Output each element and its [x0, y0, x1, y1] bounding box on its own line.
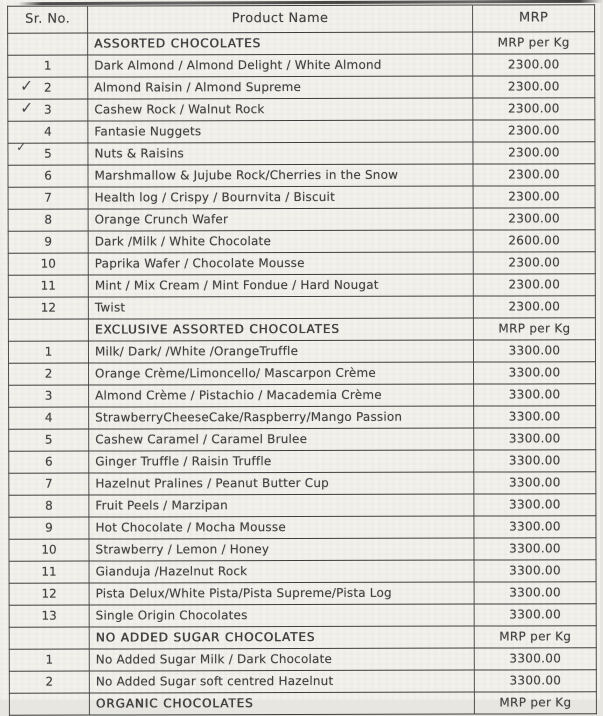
section-title: EXCLUSIVE ASSORTED CHOCOLATES [88, 318, 473, 341]
mrp-cell: 3300.00 [474, 450, 596, 472]
product-name-cell: Fantasie Nuggets [88, 120, 473, 143]
product-name-cell: Cashew Rock / Walnut Rock [88, 98, 473, 121]
product-name-cell: Almond Raisin / Almond Supreme [88, 76, 473, 99]
table-row [9, 384, 596, 408]
section-header-row [8, 32, 595, 56]
mrp-cell: 3300.00 [474, 604, 596, 626]
product-name-cell: Gianduja /Hazelnut Rock [89, 560, 474, 583]
table-row [8, 120, 595, 144]
section-sr-cell [8, 319, 88, 341]
product-name-cell: Orange Crunch Wafer [88, 208, 473, 231]
table-row [8, 98, 595, 122]
mrp-cell: 3300.00 [473, 340, 595, 362]
product-name-cell: Health log / Crispy / Bournvita / Biscuit [88, 186, 473, 209]
mrp-cell: 3300.00 [474, 648, 596, 670]
sr-no-cell: 8 [9, 495, 89, 517]
checkmark-icon: ✓ [20, 97, 34, 118]
sr-no-cell: 9 [9, 517, 89, 539]
mrp-cell: 3300.00 [474, 494, 596, 516]
mrp-cell: 2300.00 [473, 54, 595, 76]
section-unit-label: MRP per Kg [473, 318, 595, 340]
mrp-cell: 3300.00 [474, 670, 596, 692]
mrp-cell: 3300.00 [474, 538, 596, 560]
sr-no-cell: 12 [9, 583, 89, 605]
sr-no-cell: 4 [9, 407, 89, 429]
table-row [8, 76, 595, 100]
sr-no-cell: 1 [9, 649, 89, 671]
checkmark-icon: ✓ [20, 75, 34, 96]
mrp-cell: 2300.00 [473, 98, 595, 120]
section-header-row [8, 318, 595, 342]
sr-no-cell: 2 [9, 671, 89, 693]
product-name-cell: Cashew Caramel / Caramel Brulee [89, 428, 474, 451]
mrp-cell: 2300.00 [473, 252, 595, 274]
product-name-cell: Orange Crème/Limoncello/ Mascarpon Crème [89, 362, 474, 385]
table-row [8, 164, 595, 188]
table-row [9, 538, 596, 562]
product-name-cell: Dark Almond / Almond Delight / White Almond [88, 54, 473, 77]
mrp-cell: 2300.00 [473, 76, 595, 98]
price-table [7, 4, 597, 716]
product-name-cell: Dark /Milk / White Chocolate [88, 230, 473, 253]
product-name-cell: Marshmallow & Jujube Rock/Cherries in the Snow [88, 164, 473, 187]
table-header [8, 5, 595, 34]
sr-no-cell: 9 [8, 231, 88, 253]
sr-no-cell: 8 [8, 209, 88, 231]
mrp-cell: 2300.00 [473, 164, 595, 186]
sr-no-cell: 7 [9, 473, 89, 495]
section-unit-label: MRP per Kg [473, 32, 595, 54]
section-header-row [9, 692, 596, 716]
product-name-cell: Strawberry / Lemon / Honey [89, 538, 474, 561]
table-row [8, 142, 595, 166]
product-name-cell: Mint / Mix Cream / Mint Fondue / Hard Nougat [88, 274, 473, 297]
table-body [8, 32, 597, 716]
table-row [8, 252, 595, 276]
product-name-cell: No Added Sugar soft centred Hazelnut [89, 670, 474, 693]
product-name-cell: No Added Sugar Milk / Dark Chocolate [89, 648, 474, 671]
sr-no-cell: 1 [8, 55, 88, 77]
table-row [9, 648, 596, 672]
table-row [9, 428, 596, 452]
col-header-sr-no: Sr. No. [8, 6, 88, 33]
mrp-cell: 3300.00 [474, 516, 596, 538]
sr-no-cell: 13 [9, 605, 89, 627]
product-name-cell: Fruit Peels / Marzipan [89, 494, 474, 517]
sr-no-cell: 12 [8, 297, 88, 319]
sr-no-cell: 10 [9, 539, 89, 561]
sr-no-cell: 1 [8, 341, 88, 363]
mrp-cell: 3300.00 [474, 560, 596, 582]
table-row [8, 186, 595, 210]
mrp-cell: 3300.00 [474, 472, 596, 494]
table-row [9, 450, 596, 474]
product-name-cell: Almond Crème / Pistachio / Macademia Crème [89, 384, 474, 407]
product-name-cell: StrawberryCheeseCake/Raspberry/Mango Passion [89, 406, 474, 429]
mrp-cell: 3300.00 [474, 362, 596, 384]
mrp-cell: 3300.00 [474, 582, 596, 604]
product-name-cell: Hot Chocolate / Mocha Mousse [89, 516, 474, 539]
table-row [9, 406, 596, 430]
sr-no-cell: 6 [9, 451, 89, 473]
sr-no-cell: 2 ✓ [8, 77, 88, 99]
product-name-cell: Single Origin Chocolates [89, 604, 474, 627]
sr-no-cell: 10 [8, 253, 88, 275]
mrp-cell: 2300.00 [473, 208, 595, 230]
mrp-cell: 2300.00 [473, 274, 595, 296]
section-sr-cell [9, 693, 89, 715]
sr-no-cell: 3 [9, 385, 89, 407]
section-title: NO ADDED SUGAR CHOCOLATES [89, 626, 474, 649]
mrp-cell: 3300.00 [474, 406, 596, 428]
product-name-cell: Hazelnut Pralines / Peanut Butter Cup [89, 472, 474, 495]
table-row [9, 604, 596, 628]
sr-no-cell: 3 ✓ [8, 99, 88, 121]
table-row [9, 494, 596, 518]
product-name-cell: Pista Delux/White Pista/Pista Supreme/Pista Log [89, 582, 474, 605]
section-title: ASSORTED CHOCOLATES [88, 32, 473, 55]
col-header-product-name: Product Name [88, 5, 473, 33]
sr-no-cell: 4 [8, 121, 88, 143]
section-sr-cell [8, 33, 88, 55]
section-unit-label: MRP per Kg [474, 626, 596, 648]
table-row [9, 362, 596, 386]
mrp-cell: 3300.00 [474, 428, 596, 450]
table-row [9, 516, 596, 540]
sr-no-cell: 11 [9, 561, 89, 583]
product-name-cell: Ginger Truffle / Raisin Truffle [89, 450, 474, 473]
mrp-cell: 2300.00 [473, 142, 595, 164]
section-title: ORGANIC CHOCOLATES [89, 692, 474, 715]
table-row [9, 582, 596, 606]
sr-no-cell: 7 [8, 187, 88, 209]
col-header-mrp: MRP [473, 5, 595, 32]
mrp-cell: 2300.00 [473, 296, 595, 318]
mrp-cell: 2300.00 [473, 120, 595, 142]
table-row [9, 670, 596, 694]
product-name-cell: Milk/ Dark/ /White /OrangeTruffle [88, 340, 473, 363]
table-row [8, 230, 595, 254]
table-row [9, 560, 596, 584]
table-row [8, 296, 595, 320]
table-row [8, 208, 595, 232]
sr-no-cell: 5 ✓ [8, 143, 88, 165]
checkmark-icon: ✓ [16, 140, 26, 155]
section-sr-cell [9, 627, 89, 649]
product-name-cell: Twist [88, 296, 473, 319]
header-row [8, 5, 595, 34]
table-row [9, 472, 596, 496]
sr-no-cell: 6 [8, 165, 88, 187]
section-unit-label: MRP per Kg [474, 692, 596, 714]
mrp-cell: 3300.00 [474, 384, 596, 406]
section-header-row [9, 626, 596, 650]
product-name-cell: Nuts & Raisins [88, 142, 473, 165]
sr-no-cell: 5 [9, 429, 89, 451]
mrp-cell: 2600.00 [473, 230, 595, 252]
product-name-cell: Paprika Wafer / Chocolate Mousse [88, 252, 473, 275]
table-row [8, 274, 595, 298]
table-row [8, 340, 595, 364]
sr-no-cell: 2 [9, 363, 89, 385]
table-row [8, 54, 595, 78]
sr-no-cell: 11 [8, 275, 88, 297]
mrp-cell: 2300.00 [473, 186, 595, 208]
